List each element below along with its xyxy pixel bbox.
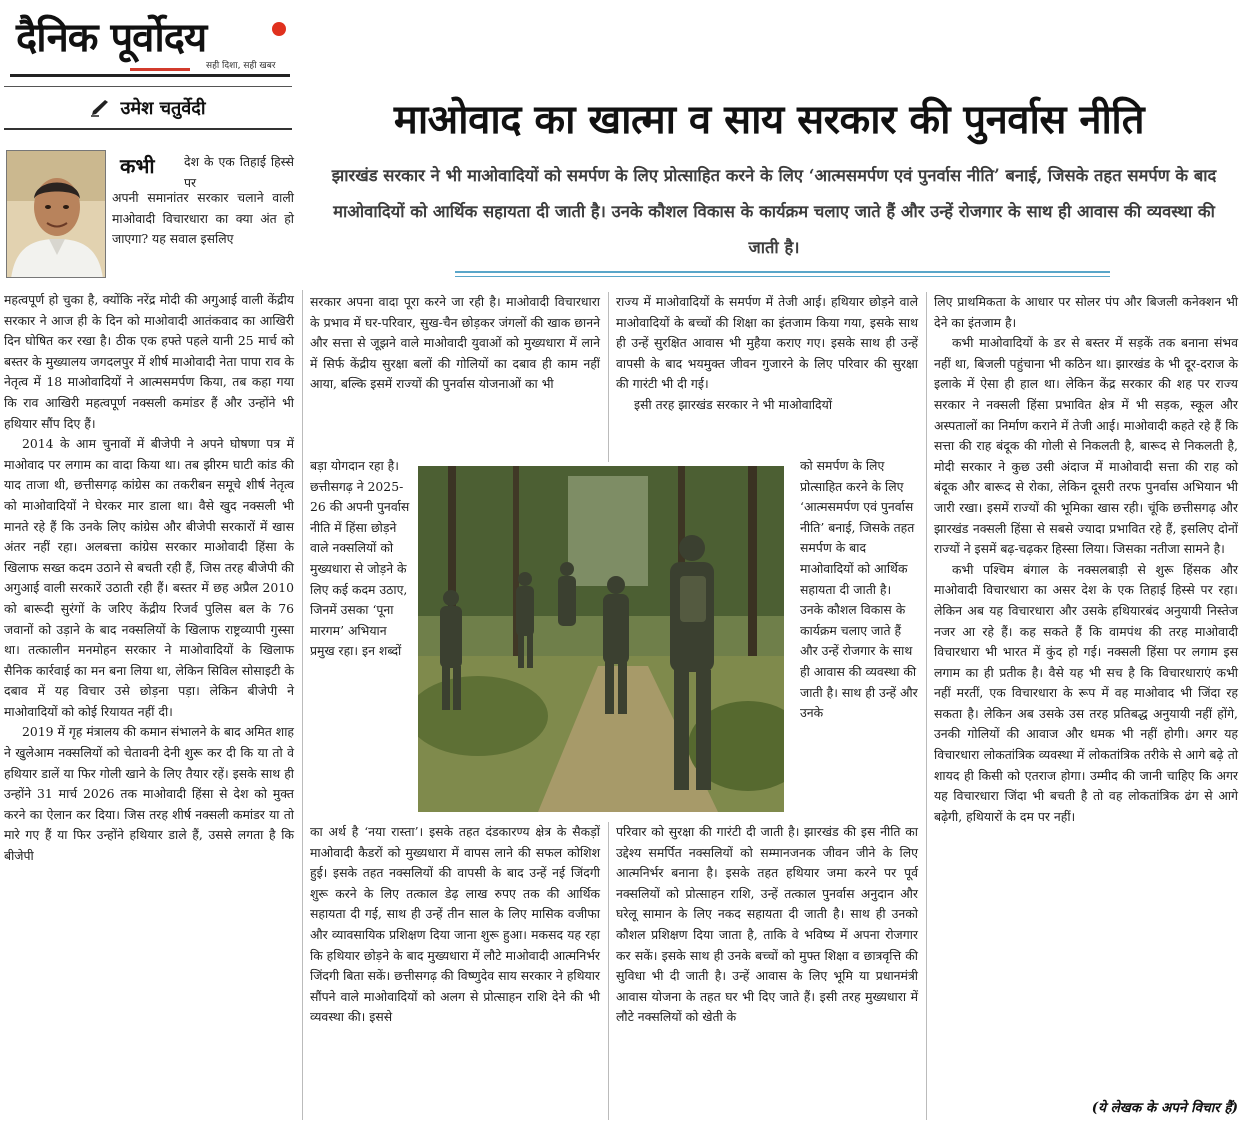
column-1 [4, 290, 294, 867]
column-2-bottom [310, 822, 600, 1028]
disclaimer-note: (ये लेखक के अपने विचार हैं) [1091, 1100, 1238, 1116]
pen-icon [90, 99, 112, 117]
paragraph: देश के एक तिहाई हिस्से पर [184, 154, 294, 190]
column-3-wrap [800, 456, 918, 724]
column-3-top [616, 292, 918, 416]
deck-divider [455, 271, 1110, 277]
paragraph: लिए प्राथमिकता के आधार पर सोलर पंप और बिजली कनेक्शन भी देने का इंतजाम है। [934, 294, 1238, 330]
masthead-accent-bar [130, 68, 190, 71]
paragraph: राज्य में माओवादियों के समर्पण में तेजी आई। हथियार छोड़ने वाले माओवादियों के बच्चों की शिक्षा का इंतजाम किया गया, इसके साथ ही उन्हें सुरक्षित आवास भी मुहैया कराए गए। इसके साथ ही उन्हें वापसी के बाद भयमुक्त जीवन गुजारने के लिए परिवार की सुरक्षा की गारंटी भी दी गई। [616, 294, 918, 392]
column-4 [934, 292, 1238, 827]
paragraph: 2019 में गृह मंत्रालय की कमान संभालने के बाद अमित शाह ने खुलेआम नक्सलियों को चेतावनी देनी शुरू कर दी कि या तो वे हथियार डालें या फिर गोली खाने के लिए तैयार रहें। इसके साथ ही उन्होंने 31 मार्च 2026 तक माओवादी हिंसा से देश को मुक्त करने का ऐलान कर दिया। जिस तरह शीर्ष नक्सली कमांडर या तो मारे गए हैं या फिर उन्होंने हथियार डाले हैं, उससे लगता है कि बीजेपी [4, 724, 294, 864]
column-3-bottom [616, 822, 918, 1028]
masthead-title: दैनिक पूर्वोदय [16, 14, 207, 61]
paragraph: महत्वपूर्ण हो चुका है, क्योंकि नरेंद्र मोदी की अगुआई वाली केंद्रीय सरकार ने आज ही के दिन को माओवादी आतंकवाद का आखिरी दिन घोषित कर रखा है। ठीक एक हफ्ते पहले यानी 25 मार्च को बस्तर के मुख्यालय जगदलपुर में शीर्ष माओवादी नेता पापा राव के नेतृत्व में 18 माओवादियों ने आत्मसमर्पण किया, तब कहा गया कि राव आखिरी महत्वपूर्ण नक्सली कमांडर हैं और उन्होंने भी हथियार सौंप दिए हैं। [4, 292, 294, 431]
col1-intro-right [184, 152, 294, 193]
headline: माओवाद का खात्मा व साय सरकार की पुनर्वास नीति [393, 96, 1145, 143]
column-2-wrap [310, 456, 412, 662]
author-name: उमेश चतुर्वेदी [120, 97, 206, 119]
column-divider [926, 292, 927, 1120]
masthead [10, 8, 290, 74]
paragraph: इसी तरह झारखंड सरकार ने भी माओवादियों [634, 396, 833, 412]
paragraph: कभी माओवादियों के डर से बस्तर में सड़कें तक बनाना संभव नहीं था, बिजली पहुंचाना भी कठिन था। झारखंड के भी दूर-दराज के इलाके में ऐसा ही हाल था। लेकिन केंद्र सरकार की शह पर राज्य सरकार ने नक्सली हिंसा प्रभावित क्षेत्र में भी सड़क, स्कूल और अस्पतालों का निर्माण कराने में तेजी आई। माओवादी कहते रहे हैं कि सत्ता की राह बंदूक की गोली से निकलती है, बारूद से निकलती है, मोदी सरकार ने कुछ उसी अंदाज में माओवादी सत्ता की राह को बंदूक और बारूद से रोका, लेकिन दूसरी तरफ पुनर्वास अभियान भी जारी रखा। इसमें राज्यों की भूमिका खास रही। चूंकि छत्तीसगढ़ और झारखंड नक्सली हिंसा से सबसे ज्यादा प्रभावित रहे हैं, इसलिए दोनों राज्यों ने इसमें बढ़-चढ़कर हिस्सा लिया। जिसका नतीजा सामने है। [934, 335, 1238, 557]
masthead-rule [10, 74, 290, 77]
column-2-top [310, 292, 600, 395]
paragraph: 2014 के आम चुनावों में बीजेपी ने अपने घोषणा पत्र में माओवाद पर लगाम का वादा किया था। तब झीरम घाटी कांड की याद ताजा थी, छत्तीसगढ़ कांग्रेस का तकरीबन समूचे शीर्ष नेतृत्व को माओवादियों ने घेरकर मार डाला था। वैसे खुद नक्सली भी मानते रहे हैं कि उनके लिए कांग्रेस और बीजेपी सरकारों में खास अंतर नहीं रहा। अलबत्ता कांग्रेस सरकार माओवादी हिंसा के खिलाफ सख्त कदम उठाने से बचती रही हैं, जिस तरह बीजेपी की अगुआई वाली सरकारें उठाती रही हैं। बस्तर में छह अप्रैल 2010 को बारूदी सुरंगों के जरिए केंद्रीय रिजर्व पुलिस बल के 76 जवानों को उड़ाने के बाद नक्सलियों के खिलाफ राष्ट्रव्यापी गुस्सा था। तत्कालीन मनमोहन सरकार ने माओवादियों के खिलाफ सैनिक कार्रवाई का मन बना लिया था, लेकिन सिविल सोसाइटी के दबाव में यह विचार उसे छोड़ना पड़ा। लेकिन बीजेपी ने माओवादियों को कोई रियायत नहीं दी। [4, 436, 294, 719]
paragraph: अपनी समानांतर सरकार चलाने वाली माओवादी विचारधारा का क्या अंत हो जाएगा? यह सवाल इसलिए [112, 190, 294, 247]
masthead-tagline: सही दिशा, सही खबर [206, 61, 276, 71]
drop-word: कभी [120, 154, 155, 178]
byline [4, 86, 292, 130]
paragraph: बड़ा योगदान रहा है। छत्तीसगढ़ ने 2025-26 की अपनी पुनर्वास नीति में हिंसा छोड़ने वाले नक्सलियों को मुख्यधारा से जोड़ने के लिए कई कदम उठाए, जिनमें उसका ‘पूना मारगम’ अभियान प्रमुख रहा। इन शब्दों [310, 458, 410, 659]
column-divider [302, 290, 303, 1120]
forest-patrol-photo [418, 466, 784, 812]
paragraph: कभी पश्चिम बंगाल के नक्सलबाड़ी से शुरू हिंसक और माओवादी विचारधारा का असर देश के एक तिहाई हिस्से पर रहा। लेकिन अब यह विचारधारा और उसके हथियारबंद अनुयायी निस्तेज नजर आ रहे हैं। कह सकते हैं कि वामपंथ की तरह माओवादी विचारधारा भी भारत में कुंद हो गई। नक्सली हिंसा पर लगाम इस लगाम का ही प्रतीक है। वैसे यह भी सच है कि विचारधाराएं कभी नहीं मरतीं, एक विचारधारा के रूप में वह माओवाद भी जिंदा रह सकता है। लेकिन अब उसके उस तरह प्रतिबद्ध अनुयायी नहीं होंगे, उनकी गोलियों की आवाज और धमक भी नहीं होगी। अगर यह विचारधारा लोकतांत्रिक व्यवस्था में लोकतांत्रिक तरीके से आगे बढ़े तो शायद ही किसी को एतराज होगा। उम्मीद की जानी चाहिए कि अगर यह विचारधारा जिंदा भी बचती है तो वह लोकतांत्रिक ढंग से आगे बढ़ेगी, हथियारों के दम पर नहीं। [934, 561, 1238, 824]
paragraph: परिवार को सुरक्षा की गारंटी दी जाती है। झारखंड की इस नीति का उद्देश्य समर्पित नक्सलियों को सम्मानजनक जीवन जीने के लिए आत्मनिर्भर बनाना है। इसके तहत हथियार जमा करने पर पूर्व नक्सलियों को प्रोत्साहन राशि, उन्हें तत्काल पुनर्वास अनुदान और घरेलू सामान के लिए नकद सहायता दी जाती है। साथ ही उनको कौशल प्रशिक्षण दिया जाता है, ताकि वे भविष्य में अपना रोजगार कर सकें। इसके साथ ही उनके बच्चों को मुफ्त शिक्षा व छात्रवृत्ति की सुविधा भी दी जाती है। उन्हें आवास के लिए भूमि या प्रधानमंत्री आवास योजना के तहत घर भी दिए जाते हैं। इसी तरह मुख्यधारा में लौटे नक्सलियों को खेती के [616, 824, 918, 1025]
paragraph: सरकार अपना वादा पूरा करने जा रही है। माओवादी विचारधारा के प्रभाव में घर-परिवार, सुख-चैन छोड़कर जंगलों की खाक छानने और सत्ता से जूझने वाले माओवादी युवाओं को मुख्यधारा में लाने में सिर्फ केंद्रीय सुरक्षा बलों की गोलियों का दबाव ही काम नहीं आया, बल्कि इसमें राज्यों की पुनर्वास योजनाओं का भी [310, 294, 600, 392]
paragraph: को समर्पण के लिए प्रोत्साहित करने के लिए ‘आत्मसमर्पण एवं पुनर्वास नीति’ बनाई, जिसके तहत समर्पण के बाद माओवादियों को आर्थिक सहायता दी जाती है। उनके कौशल विकास के कार्यक्रम चलाए जाते हैं और उन्हें रोजगार के साथ ही आवास की व्यवस्था की जाती है। साथ ही उन्हें और उनके [800, 458, 918, 721]
paragraph: का अर्थ है ‘नया रास्ता’। इसके तहत दंडकारण्य क्षेत्र के सैकड़ों माओवादी कैडरों को मुख्यधारा में वापस लाने की सफल कोशिश हुई। इसके तहत नक्सलियों की वापसी के बाद उन्हें नई जिंदगी शुरू करने के लिए तत्काल डेढ़ लाख रुपए तक की आर्थिक सहायता दी गई, साथ ही उन्हें तीन साल के लिए मासिक वजीफा और व्यावसायिक प्रशिक्षण दिया जाना शुरू हुआ। मकसद यह रहा कि हथियार छोड़ने के बाद मुख्यधारा में लौटे माओवादी आत्मनिर्भर जिंदगी बिता सकें। छत्तीसगढ़ की विष्णुदेव साय सरकार ने हथियार सौंपने वाले माओवादियों को अलग से प्रोत्साहन राशि देने की भी व्यवस्था की। इससे [310, 824, 600, 1025]
col1-intro-under [112, 188, 294, 250]
deck-summary: झारखंड सरकार ने भी माओवादियों को समर्पण के लिए प्रोत्साहित करने के लिए ‘आत्मसमर्पण एवं पुनर्वास नीति’ बनाई, जिसके तहत समर्पण के बाद माओवादियों को आर्थिक सहायता दी जाती है। उनके कौशल विकास के कार्यक्रम चलाए जाते हैं और उन्हें रोजगार के साथ ही आवास की व्यवस्था की जाती है। [331, 166, 1217, 257]
column-divider [608, 822, 609, 1120]
author-photo [6, 150, 106, 278]
column-divider [608, 292, 609, 462]
masthead-dot-icon [272, 22, 286, 36]
